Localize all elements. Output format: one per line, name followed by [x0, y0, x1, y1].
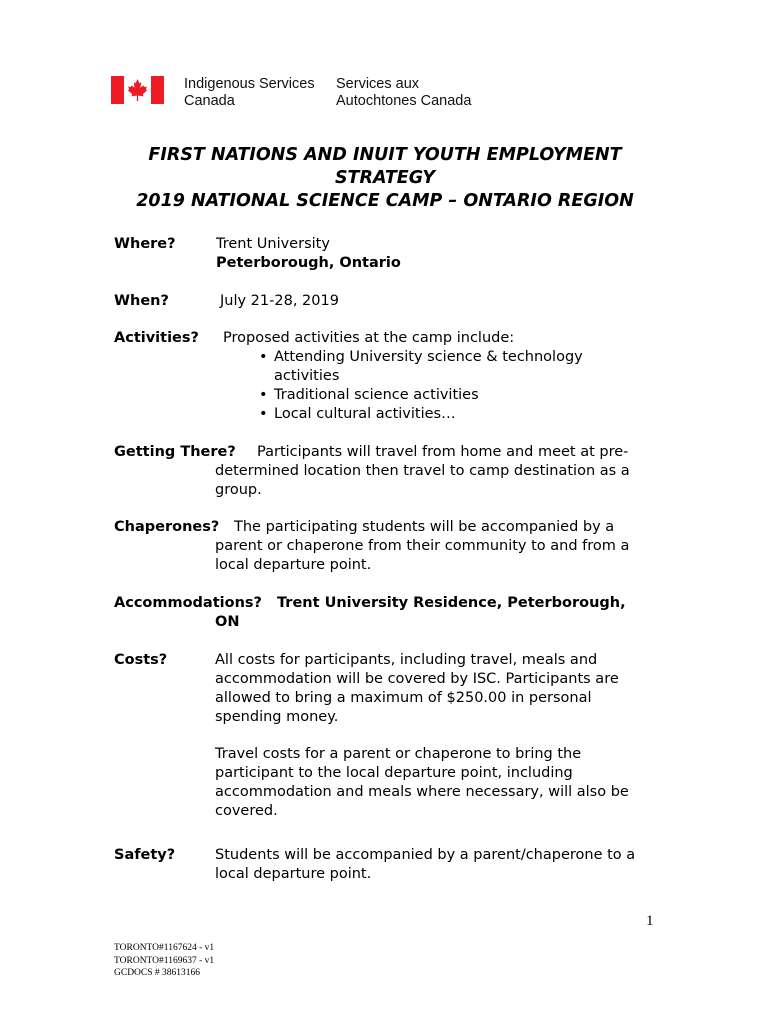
- safety-label: Safety?: [114, 847, 176, 863]
- when-value: July 21-28, 2019: [220, 293, 339, 309]
- activities-intro: Proposed activities at the camp include:: [223, 330, 515, 346]
- list-item-continuation: activities: [274, 368, 340, 384]
- costs-paragraph-2: Travel costs for a parent or chaperone to bring the participant to the local departure point, including accommodation and meals where necessary, will also be covered.: [215, 746, 629, 819]
- safety-text: Students will be accompanied by a parent/chaperone to a local departure point.: [215, 847, 636, 882]
- getting-there-text: determined location then travel to camp destination as a group.: [215, 463, 630, 498]
- document-footer: TORONTO#1167624 - v1 TORONTO#1169637 - v1 GCDOCS # 38613166: [114, 943, 215, 978]
- when-label: When?: [114, 293, 169, 309]
- where-value-line2: Peterborough, Ontario: [216, 255, 401, 271]
- chaperones-label: Chaperones?: [114, 519, 220, 535]
- activities-list: [255, 348, 583, 424]
- document-title: FIRST NATIONS AND INUIT YOUTH EMPLOYMENT STRATEGY 2019 NATIONAL SCIENCE CAMP – ONTARIO REGION: [136, 145, 634, 211]
- accommodations-label: Accommodations?: [114, 595, 262, 611]
- costs-label: Costs?: [114, 652, 168, 668]
- getting-there-line1: Participants will travel from home and meet at pre-: [257, 444, 629, 460]
- chaperones-text: parent or chaperone from their community to and from a local departure point.: [215, 538, 630, 573]
- list-item: • Local cultural activities…: [255, 405, 583, 424]
- department-name-en: Indigenous Services Canada: [184, 76, 315, 109]
- list-item: • Attending University science & technology: [255, 348, 583, 367]
- chaperones-line1: The participating students will be accompanied by a: [234, 519, 615, 535]
- where-value-line1: Trent University: [216, 236, 330, 252]
- activities-label: Activities?: [114, 330, 199, 346]
- getting-there-label: Getting There?: [114, 444, 236, 460]
- department-name-fr: Services aux Autochtones Canada: [336, 76, 472, 109]
- accommodations-value-line2: ON: [215, 614, 240, 630]
- page-number: 1: [646, 913, 654, 929]
- costs-paragraph-1: All costs for participants, including travel, meals and accommodation will be covered by ISC. Participants are allowed to bring a maximum of $250.00 in personal spending money.: [215, 652, 619, 725]
- where-label: Where?: [114, 236, 176, 252]
- accommodations-value-line1: Trent University Residence, Peterborough,: [277, 595, 626, 611]
- list-item: • Traditional science activities: [255, 386, 583, 405]
- canada-flag-icon: [111, 76, 164, 104]
